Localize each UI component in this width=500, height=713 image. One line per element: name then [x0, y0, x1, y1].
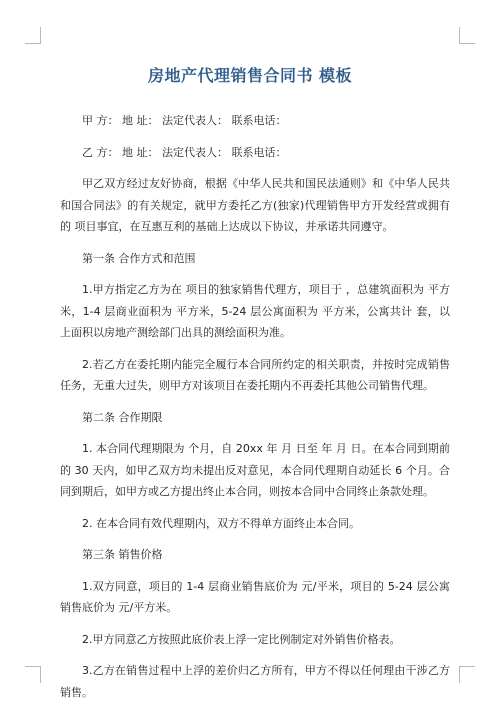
article-3-clause-1: 1.双方同意，项目的 1-4 层商业销售底价为 元/平米，项目的 5-24 层公寓销售底价为 元/平方米。: [60, 579, 450, 614]
article-3-clause-3: 3.乙方在销售过程中上浮的差价归乙方所有，甲方不得以任何理由干涉乙方销售。: [60, 664, 450, 699]
crop-mark-top-left-v: [40, 27, 41, 44]
document-body: [60, 110, 450, 713]
article-1-heading: 第一条 合作方式和范围: [82, 251, 196, 265]
article-3-clause-2: 2.甲方同意乙方按照此底价表上浮一定比例制定对外销售价格表。: [82, 632, 401, 646]
article-1-clause-2: 2.若乙方在委托期内能完全履行本合同所约定的相关职责，并按时完成销售任务，无重大过失，则甲方对该项目在委托期内不再委托其他公司销售代理。: [60, 357, 450, 392]
crop-mark-bottom-right-v: [459, 666, 460, 683]
article-3-heading: 第三条 销售价格: [82, 548, 163, 561]
preamble-paragraph: 甲乙双方经过友好协商，根据《中华人民共和国民法通则》和《中华人民共和国合同法》的有关规定，就甲方委托乙方(独家)代理销售甲方开发经营或拥有的 项目事宜，在互惠互利的基础上达成以下协议，并承诺共同遵守。: [60, 177, 450, 233]
article-2-clause-1: 1. 本合同代理期限为 个月，自 20xx 年 月 日至 年 月 日。在本合同到期前的 30 天内，如甲乙双方均未提出反对意见，本合同代理期自动延长 6 个月。合同到期后，如甲方或乙方提出终止本合同，则按本合同中合同终止条款处理。: [60, 442, 450, 498]
article-2-heading: 第二条 合作期限: [82, 410, 163, 424]
crop-mark-top-right-h: [459, 43, 475, 44]
crop-mark-bottom-right-h: [459, 666, 475, 667]
crop-mark-top-right-v: [459, 27, 460, 44]
document-title: 房地产代理销售合同书 模板: [147, 66, 353, 85]
party-a-line: 甲 方： 地 址： 法定代表人： 联系电话：: [82, 114, 287, 127]
article-1-clause-1: 1.甲方指定乙方为在 项目的独家销售代理方，项目于 ，总建筑面积为 平方米，1-4 层商业面积为 平方米，5-24 层公寓面积为 平方米，公寓共计 套，以上面积以房地产测绘部门出具的测绘面积为准。: [60, 283, 450, 339]
crop-mark-bottom-left-h: [25, 666, 41, 667]
crop-mark-bottom-left-v: [40, 666, 41, 683]
party-b-line: 乙 方： 地 址： 法定代表人： 联系电话：: [82, 145, 287, 159]
article-2-clause-2: 2. 在本合同有效代理期内，双方不得单方面终止本合同。: [82, 516, 360, 530]
crop-mark-top-left-h: [25, 43, 41, 44]
